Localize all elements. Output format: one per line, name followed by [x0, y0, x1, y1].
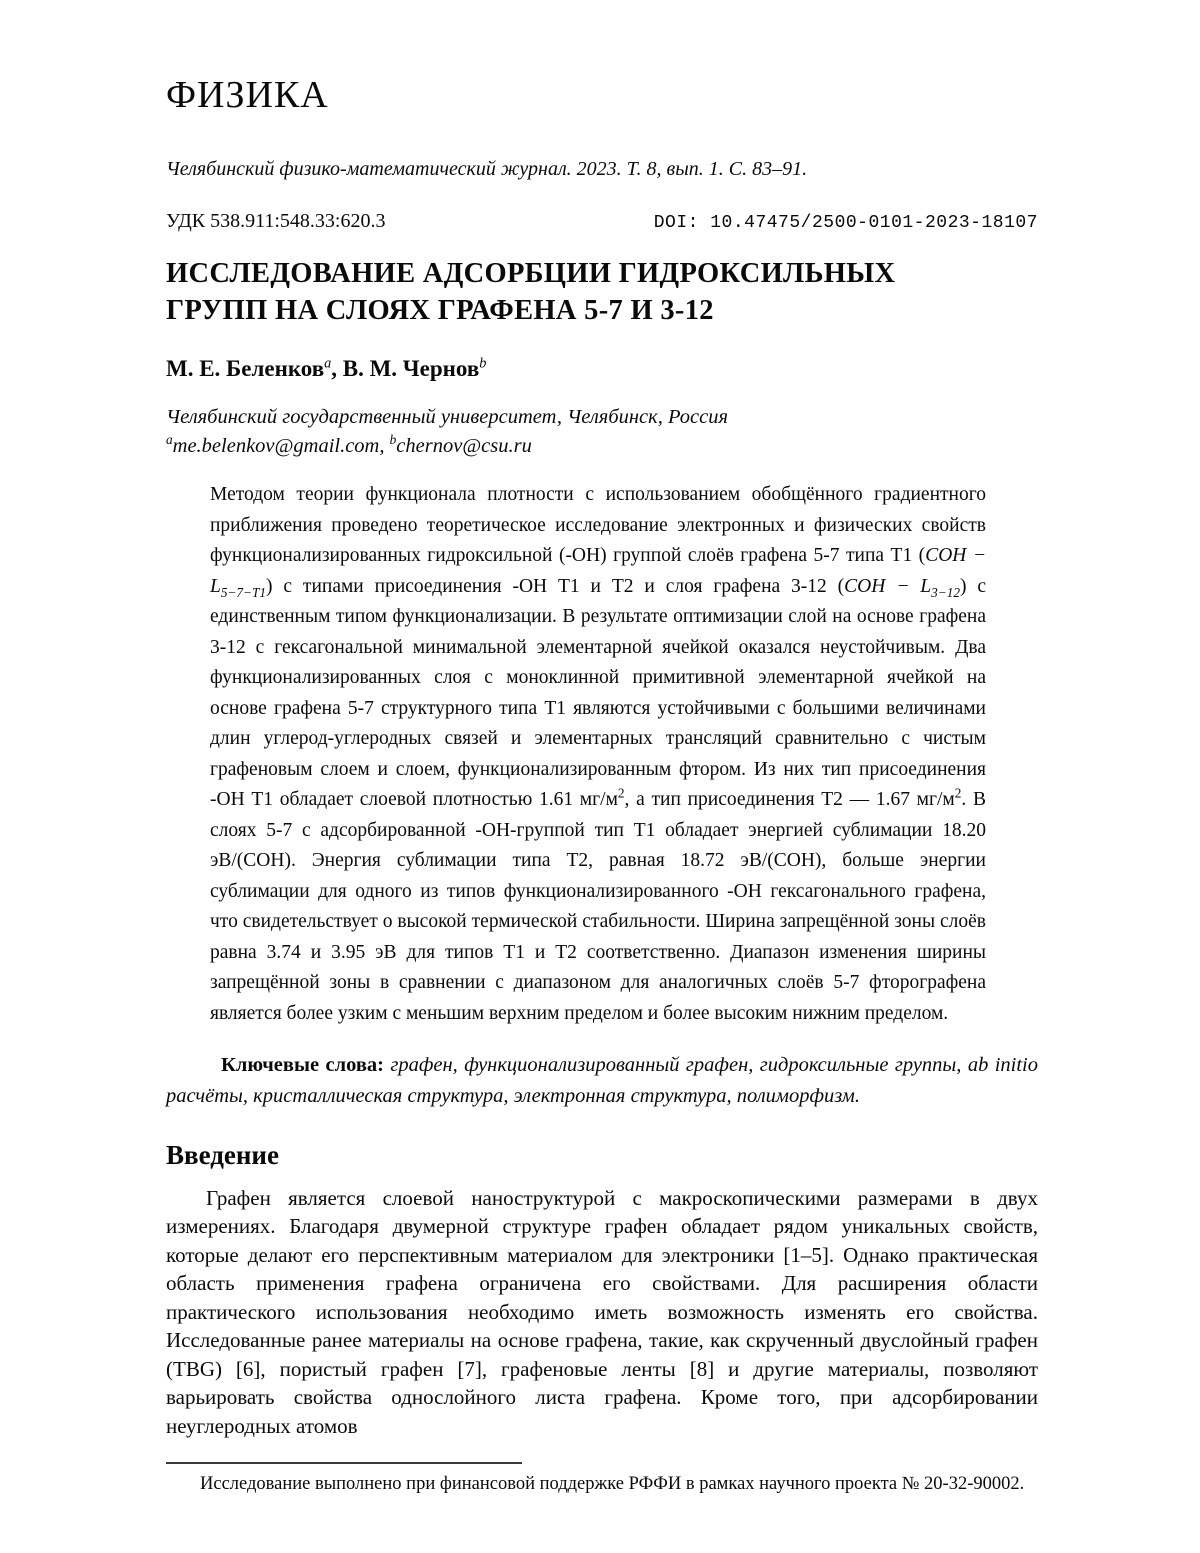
footnote-rule — [166, 1462, 522, 1464]
footnote-block — [166, 1462, 1038, 1499]
journal-reference: Челябинский физико-математический журнал. 2023. Т. 8, вып. 1. С. 83–91. — [166, 158, 808, 180]
affiliation-line: Челябинский государственный университет, Челябинск, Россия — [166, 406, 729, 429]
author1-affiliation-mark: a — [324, 355, 332, 372]
email2-address: chernov@csu.ru — [396, 435, 532, 458]
article-title-line1: ИССЛЕДОВАНИЕ АДСОРБЦИИ ГИДРОКСИЛЬНЫХ — [166, 258, 896, 289]
author1-name: М. Е. Беленков — [166, 356, 325, 382]
abstract-text: , а тип присоединения Т2 — 1.67 мг/м — [624, 789, 955, 811]
article-title — [166, 255, 1038, 329]
affiliation-block — [166, 403, 1038, 461]
formula-coh-l312: COH − L — [844, 575, 932, 597]
rubric-heading: ФИЗИКА — [166, 74, 329, 116]
emails-line — [166, 432, 1038, 461]
author2-affiliation-mark: b — [479, 355, 487, 372]
squared-exponent: 2 — [617, 785, 625, 801]
email1-address: me.belenkov@gmail.com, — [172, 435, 385, 458]
formula-subscript-571: 5−7−T1 — [220, 584, 266, 600]
authors-line — [166, 356, 1038, 382]
formula-subscript-312: 3−12 — [931, 584, 960, 600]
abstract-paragraph — [210, 480, 986, 1029]
section-heading-introduction: Введение — [166, 1139, 279, 1170]
abstract-text: Методом теории функционала плотности с использованием обобщённого градиентного приближения проведено теоретическое исследование электронных и физических свойств функционализированных гидроксильной (-ОН) группой слоёв графена 5-7 типа Т1 ( — [210, 484, 986, 567]
udc-code: УДК 538.911:548.33:620.3 — [166, 210, 386, 232]
udc-doi-row — [166, 210, 1038, 233]
email2-mark: b — [389, 432, 397, 448]
introduction-paragraph: Графен является слоевой наноструктурой с макроскопическими размерами в двух измерениях. Благодаря двумерной структуре графен обладает рядом уникальных свойств, которые делают его перспективным материалом для электроники [1–5]. Однако практическая область применения графена ограничена его свойствами. Для расширения области практического использования необходимо иметь возможность изменять его свойства. Исследованные ранее материалы на основе графена, такие, как скрученный двуслойный графен (TBG) [6], пористый графен [7], графеновые ленты [8] и другие материалы, позволяют варьировать свойства однослойного листа графена. Кроме того, при адсорбировании неуглеродных атомов — [166, 1185, 1038, 1438]
authors-separator: , — [331, 356, 343, 382]
doi-code: DOI: 10.47475/2500-0101-2023-18107 — [653, 213, 1038, 233]
keywords-list: графен, функционализированный графен, гидроксильные группы, ab initio расчёты, кристаллическая структура, электронная структура, полиморфизм. — [166, 1054, 1038, 1108]
formula-coh-l571: COH − L — [210, 545, 986, 597]
abstract-text: ) с типами присоединения -ОН Т1 и Т2 и слоя графена 3-12 ( — [266, 575, 845, 597]
keywords-paragraph — [166, 1050, 1038, 1112]
abstract-text: . В слоях 5-7 с адсорбированной -ОН-группой тип Т1 обладает энергией сублимации 18.20 эВ/(СОН). Энергия сублимации типа Т2, равная 18.72 эВ/(СОН), больше энергии сублимации для одного из типов функционализированного -ОН гексагонального графена, что свидетельствует о высокой термической стабильности. Ширина запрещённой зоны слоёв равна 3.74 и 3.95 эВ для типов Т1 и Т2 соответственно. Диапазон изменения ширины запрещённой зоны в сравнении с диапазоном для аналогичных слоёв 5-7 фторографена является более узким с меньшим верхним пределом и более высоким нижним пределом. — [210, 789, 986, 1024]
author2-name: В. М. Чернов — [342, 356, 480, 382]
funding-footnote: Исследование выполнено при финансовой поддержке РФФИ в рамках научного проекта № 20-32-90002. — [200, 1474, 1025, 1495]
keywords-label: Ключевые слова: — [221, 1054, 384, 1077]
squared-exponent: 2 — [954, 785, 962, 801]
email1-mark: a — [166, 432, 173, 448]
article-title-line2: ГРУПП НА СЛОЯХ ГРАФЕНА 5-7 И 3-12 — [166, 295, 714, 327]
abstract-text: ) с единственным типом функционализации. В результате оптимизации слой на основе графена 3-12 с гексагональной минимальной элементарной ячейкой оказался неустойчивым. Два функционализированных слоя с моноклинной примитивной элементарной ячейкой на основе графена 5-7 структурного типа Т1 являются устойчивыми с большими величинами длин углерод-углеродных связей и элементарных трансляций сравнительно с чистым графеновым слоем и слоем, функционализированным фтором. Из них тип присоединения -ОН Т1 обладает слоевой плотностью 1.61 мг/м — [210, 575, 986, 811]
